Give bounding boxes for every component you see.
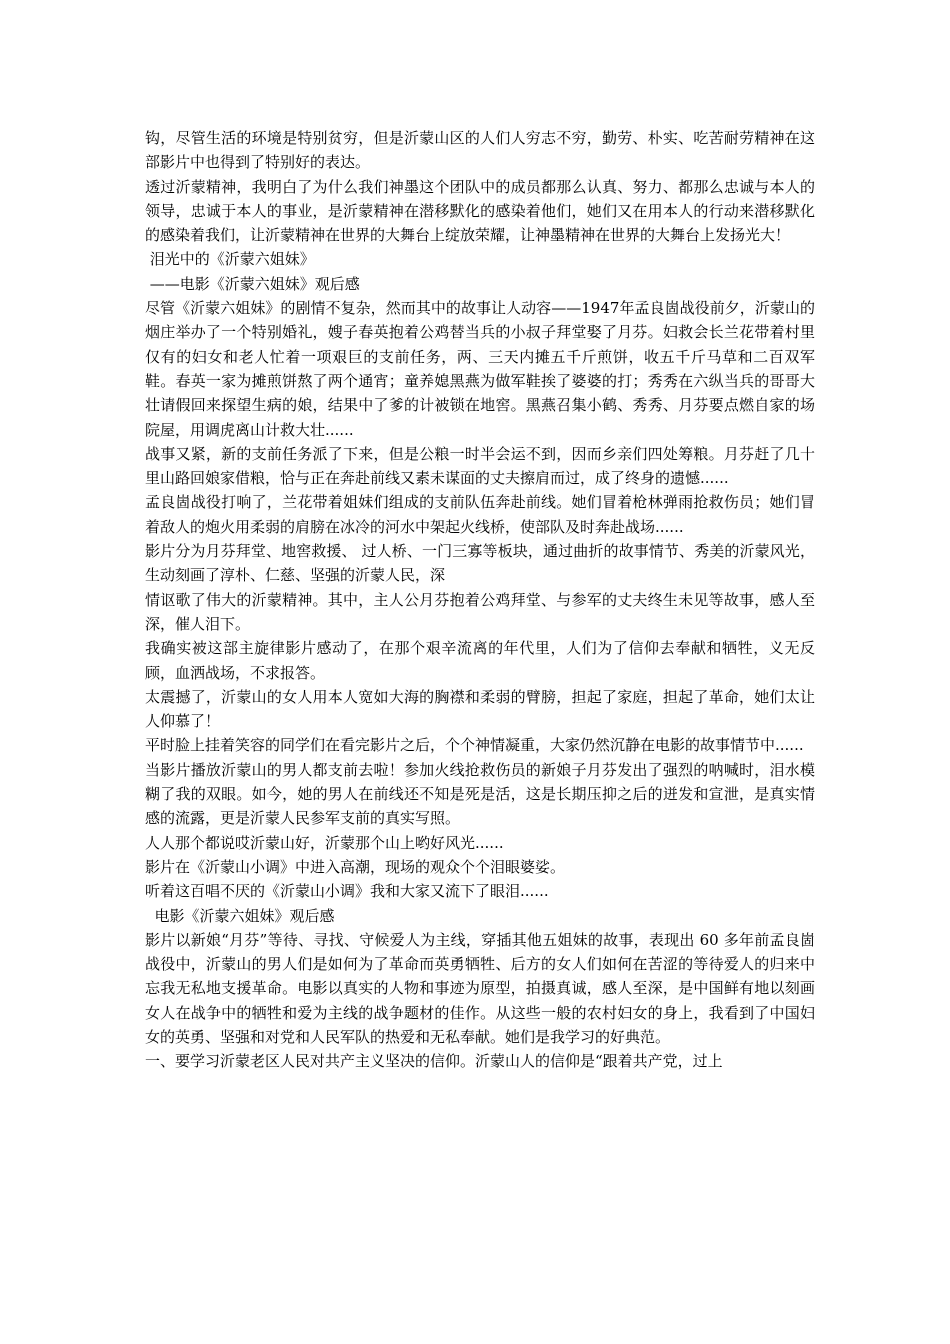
paragraph: 我确实被这部主旋律影片感动了，在那个艰辛流离的年代里，人们为了信仰去奉献和牺牲，义无反顾，血洒战场，不求报答。 [145,639,815,682]
paragraph: 战事又紧，新的支前任务派了下来，但是公粮一时半会运不到，因而乡亲们四处筹粮。月芬赶了几十里山路回娘家借粮，恰与正在奔赴前线又素未谋面的丈夫擦肩而过，成了终身的遗憾...... [145,444,815,488]
paragraph: 钩，尽管生活的环境是特别贫穷，但是沂蒙山区的人们人穷志不穷，勤劳、朴实、吃苦耐劳精神在这部影片中也得到了特别好的表达。 [145,129,815,172]
paragraph: 透过沂蒙精神，我明白了为什么我们神墨这个团队中的成员都那么认真、努力、都那么忠诚与本人的领导，忠诚于本人的事业，是沂蒙精神在潜移默化的感染着他们，她们又在用本人的行动来潜移默化的感染着我们，让沂蒙精神在世界的大舞台上绽放荣耀，让神墨精神在世界的大舞台上发扬光大！ [145,177,815,245]
paragraph: 尽管《沂蒙六姐妹》的剧情不复杂，然而其中的故事让人动容——1947年孟良崮战役前夕，沂蒙山的烟庄举办了一个特别婚礼，嫂子春英抱着公鸡替当兵的小叔子拜堂娶了月芬。妇救会长兰花带着村里仅有的妇女和老人忙着一项艰巨的支前任务，两、三天内摊五千斤煎饼，收五千斤马草和二百双军鞋。春英一家为摊煎饼熬了两个通宵；童养媳黑燕为做军鞋挨了婆婆的打；秀秀在六纵当兵的哥哥大壮请假回来探望生病的娘，结果中了爹的计被锁在地窖。黑燕召集小鹤、秀秀、月芬要点燃自家的场院屋，用调虎离山计救大壮...... [145,299,815,439]
section-subtitle: ——电影《沂蒙六姐妹》观后感 [145,274,360,293]
paragraph: 影片在《沂蒙山小调》中进入高潮，现场的观众个个泪眼婆娑。 [145,857,566,876]
section-title: 电影《沂蒙六姐妹》观后感 [145,906,335,925]
paragraph: 平时脸上挂着笑容的同学们在看完影片之后，个个神情凝重，大家仍然沉静在电影的故事情节中...... [145,736,804,755]
paragraph: 影片以新娘“月芬”等待、寻找、守候爱人为主线，穿插其他五姐妹的故事，表现出 60 多年前孟良崮战役中，沂蒙山的男人们是如何为了革命而英勇牺牲、后方的女人们如何在苦涩的等待爱人的归来中忘我无私地支援革命。电影以真实的人物和事迹为原型，拍摄真诚，感人至深，是中国鲜有地以刻画女人在战争中的牺牲和爱为主线的战争题材的佳作。从这些一般的农村妇女的身上，我看到了中国妇女的英勇、坚强和对党和人民军队的热爱和无私奉献。她们是我学习的好典范。 [145,930,815,1046]
paragraph: 孟良崮战役打响了，兰花带着姐妹们组成的支前队伍奔赴前线。她们冒着枪林弹雨抢救伤员；她们冒着敌人的炮火用柔弱的肩膀在冰冷的河水中架起火线桥，使部队及时奔赴战场...... [145,493,815,536]
paragraph: 人人那个都说哎沂蒙山好，沂蒙那个山上哟好风光...... [145,833,504,852]
paragraph: 影片分为月芬拜堂、地窖救援、 过人桥、一门三寡等板块，通过曲折的故事情节、秀美的沂蒙风光，生动刻画了淳朴、仁慈、坚强的沂蒙人民，深 [145,542,815,585]
paragraph: 一、要学习沂蒙老区人民对共产主义坚决的信仰。沂蒙山人的信仰是“跟着共产党，过上 [145,1052,723,1071]
paragraph: 太震撼了，沂蒙山的女人用本人宽如大海的胸襟和柔弱的臂膀，担起了家庭，担起了革命，她们太让人仰慕了！ [145,687,815,731]
paragraph: 当影片播放沂蒙山的男人都支前去啦！参加火线抢救伤员的新娘子月芬发出了强烈的呐喊时，泪水模糊了我的双眼。如今，她的男人在前线还不知是死是活，这是长期压抑之后的迸发和宣泄，是真实情感的流露，更是沂蒙人民参军支前的真实写照。 [145,760,815,828]
paragraph: 听着这百唱不厌的《沂蒙山小调》我和大家又流下了眼泪...... [145,882,549,901]
document-body [145,126,815,1074]
paragraph: 情讴歌了伟大的沂蒙精神。其中，主人公月芬抱着公鸡拜堂、与参军的丈夫终生未见等故事，感人至深，催人泪下。 [145,590,815,633]
section-title: 泪光中的《沂蒙六姐妹》 [145,250,315,269]
